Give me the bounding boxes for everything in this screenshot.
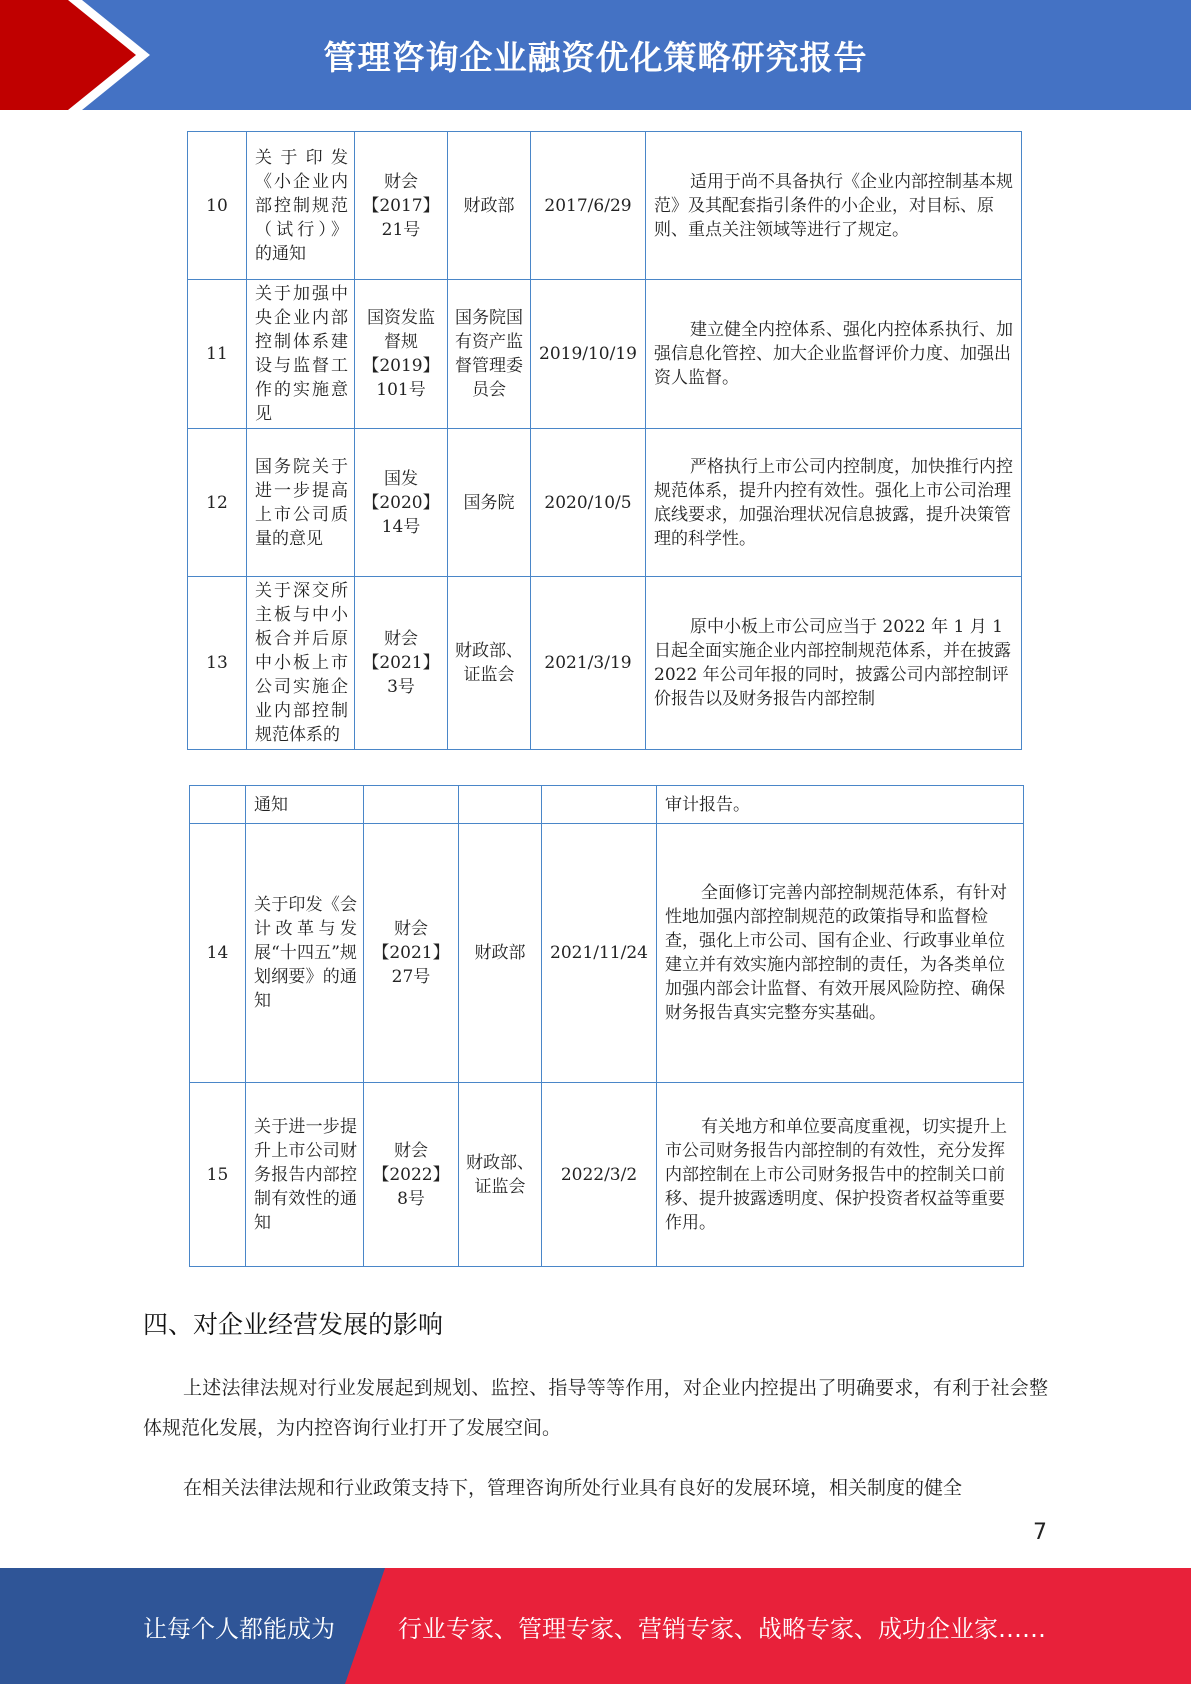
description-text: 原中小板上市公司应当于 2022 年 1 月 1 日起全面实施企业内部控制规范体系，并在披露 2022 年公司年报的同时，披露公司内部控制评价报告以及财务报告内部控制 [654,617,1011,709]
regulation-title: 关于深交所主板与中小板合并后原中小板上市公司实施企业内部控制规范体系的 [247,577,355,750]
table-row-continuation [190,786,1024,824]
document-number: 财会【2021】3号 [355,577,448,750]
issuing-organization: 财政部、证监会 [448,577,531,750]
row-number: 13 [188,577,247,750]
issue-date: 2022/3/2 [542,1083,657,1267]
description-text: 适用于尚不具备执行《企业内部控制基本规范》及其配套指引条件的小企业，对目标、原则、重点关注领域等进行了规定。 [654,171,1013,240]
document-number: 国发【2020】14号 [355,429,448,577]
regulation-title: 通知 [246,786,364,824]
regulation-description [657,824,1024,1083]
footer-slogan-right: 行业专家、管理专家、营销专家、战略专家、成功企业家…… [398,1614,1046,1643]
row-number: 12 [188,429,247,577]
issue-date: 2017/6/29 [531,132,646,280]
document-number: 国资发监督规【2019】101号 [355,280,448,429]
issue-date: 2019/10/19 [531,280,646,429]
regulation-table-part1 [187,131,1022,750]
regulation-description [646,132,1022,280]
regulation-description [646,577,1022,750]
table-row [190,1083,1024,1267]
document-number: 财会【2017】21号 [355,132,448,280]
document-number: 财会【2021】27号 [364,824,459,1083]
row-number: 10 [188,132,247,280]
issuing-organization [459,786,542,824]
regulation-description: 审计报告。 [657,786,1024,824]
row-number: 15 [190,1083,246,1267]
description-text: 严格执行上市公司内控制度，加快推行内控规范体系，提升内控有效性。强化上市公司治理底线要求，加强治理状况信息披露，提升决策管理的科学性。 [654,456,1013,549]
row-number: 14 [190,824,246,1083]
body-paragraph: 在相关法律法规和行业政策支持下，管理咨询所处行业具有良好的发展环境，相关制度的健全 [183,1477,963,1499]
description-text: 建立健全内控体系、强化内控体系执行、加强信息化管控、加大企业监督评价力度、加强出资人监督。 [654,320,1013,388]
regulation-title: 国务院关于进一步提高上市公司质量的意见 [247,429,355,577]
issue-date [542,786,657,824]
issuing-organization: 财政部 [459,824,542,1083]
page-footer [0,1568,1191,1684]
regulation-description [657,1083,1024,1267]
description-text: 全面修订完善内部控制规范体系，有针对性地加强内部控制规范的政策指导和监督检查，强化上市公司、国有企业、行政事业单位建立并有效实施内部控制的责任，为各类单位加强内部会计监督、有效开展风险防控、确保财务报告真实完整夯实基础。 [665,883,1007,1023]
table-row [190,824,1024,1083]
issuing-organization: 国务院 [448,429,531,577]
body-paragraph: 上述法律法规对行业发展起到规划、监控、指导等等作用，对企业内控提出了明确要求，有利于社会整体规范化发展，为内控咨询行业打开了发展空间。 [143,1377,1048,1439]
issuing-organization: 财政部、证监会 [459,1083,542,1267]
document-number: 财会【2022】8号 [364,1083,459,1267]
issue-date: 2021/11/24 [542,824,657,1083]
table-row [188,577,1022,750]
regulation-description [646,429,1022,577]
regulation-title: 关于进一步提升上市公司财务报告内部控制有效性的通知 [246,1083,364,1267]
table-row [188,280,1022,429]
regulation-title: 关于印发《小企业内部控制规范（试行）》的通知 [247,132,355,280]
issuing-organization: 财政部 [448,132,531,280]
footer-slogan-left: 让每个人都能成为 [143,1614,335,1643]
regulation-title: 关于印发《会计改革与发展“十四五”规划纲要》的通知 [246,824,364,1083]
regulation-title: 关于加强中央企业内部控制体系建设与监督工作的实施意见 [247,280,355,429]
page-header [0,0,1191,110]
page-number: 7 [1033,1520,1047,1545]
regulation-table-part2 [189,785,1024,1267]
table-row [188,429,1022,577]
section-heading: 四、对企业经营发展的影响 [143,1310,444,1339]
report-title: 管理咨询企业融资优化策略研究报告 [323,37,868,77]
description-text: 有关地方和单位要高度重视，切实提升上市公司财务报告内部控制的有效性，充分发挥内部控制在上市公司财务报告中的控制关口前移、提升披露透明度、保护投资者权益等重要作用。 [665,1116,1007,1233]
issuing-organization: 国务院国有资产监督管理委员会 [448,280,531,429]
document-number [364,786,459,824]
table-row [188,132,1022,280]
issue-date: 2021/3/19 [531,577,646,750]
row-number [190,786,246,824]
issue-date: 2020/10/5 [531,429,646,577]
row-number: 11 [188,280,247,429]
regulation-description [646,280,1022,429]
